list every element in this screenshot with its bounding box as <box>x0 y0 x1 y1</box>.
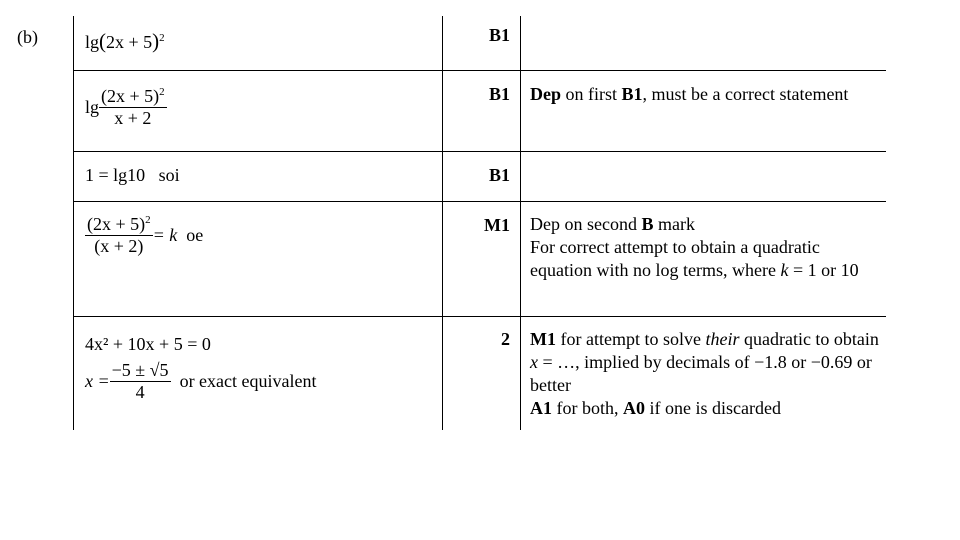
guidance-column-divider <box>520 16 521 430</box>
row4-mark: M1 <box>484 215 510 235</box>
row3-mark: B1 <box>488 165 510 185</box>
row-divider-4 <box>73 316 886 317</box>
row5-solution: x = $\frac{-5 \pm √5}{4}$ or exact equivalent <box>85 360 317 402</box>
row5-mark: 2 <box>501 329 510 349</box>
row4-answer: $\frac{(2x + 5)^2}{(x + 2)}$ = k oe <box>87 214 204 256</box>
left-border <box>73 16 74 430</box>
row5-fraction: $\frac{-5 \pm √5}{4}$ <box>111 360 169 402</box>
row-divider-1 <box>73 70 886 71</box>
row2-guidance: Dep on first B1, must be a correct statement <box>530 84 849 104</box>
row5-quadratic: 4x² + 10x + 5 = 0 <box>85 334 211 354</box>
row2-answer: lg $\frac{(2x + 5)^2}{x + 2}$ <box>85 86 165 128</box>
row-divider-3 <box>73 201 886 202</box>
row3-answer: 1 = lg10 soi <box>85 165 180 185</box>
row4-guidance: Dep on second B mark For correct attempt to obtain a quadratic equation with no log terms, where k = 1 or 10 <box>530 214 859 280</box>
row-divider-2 <box>73 151 886 152</box>
mark-column-divider <box>442 16 443 430</box>
part-label: (b) <box>17 27 38 47</box>
row2-fraction: $\frac{(2x + 5)^2}{x + 2}$ <box>101 86 165 128</box>
row1-answer: $\lg(2x + 5)^2$ <box>85 29 165 53</box>
row4-fraction: $\frac{(2x + 5)^2}{(x + 2)}$ <box>87 214 151 256</box>
row2-mark: B1 <box>488 84 510 104</box>
row1-mark: B1 <box>488 25 510 45</box>
row5-guidance: M1 for attempt to solve their quadratic to obtain x = …, implied by decimals of −1.8 or −0.69 or better A1 for both, A0 if one is discarded <box>530 329 879 418</box>
